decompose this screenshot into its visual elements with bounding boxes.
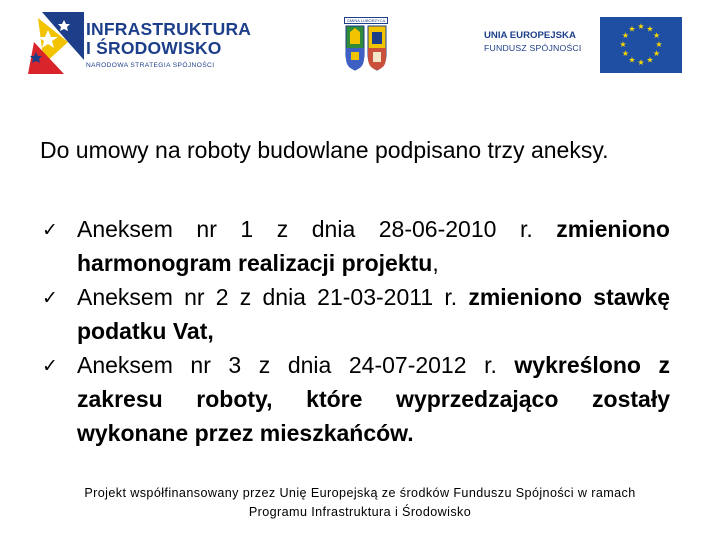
stars-arrow-icon [28, 12, 84, 74]
svg-text:★: ★ [621, 49, 629, 58]
svg-text:★: ★ [653, 31, 661, 40]
list-item [40, 212, 670, 280]
annex-change: wykreślono z zakresu roboty, które wyprzedzająco zostały wykonane przez mieszkańców. [77, 352, 671, 446]
footer-line-1: Projekt współfinansowany przez Unię Europejską ze środków Funduszu Spójności w ramach [84, 486, 636, 500]
footer-note [16, 484, 704, 522]
svg-text:★: ★ [619, 40, 627, 49]
annex-text: Aneksem nr 3 z dnia 24-07-2012 r. [77, 352, 515, 378]
svg-text:★: ★ [646, 24, 654, 34]
svg-text:★: ★ [628, 24, 636, 34]
svg-text:★: ★ [655, 40, 663, 49]
list-item [40, 348, 670, 450]
coat-of-arms-icon [344, 24, 388, 74]
checkmark-icon: ✓ [42, 219, 58, 241]
svg-text:★: ★ [637, 58, 645, 67]
municipality-label: GMINA LUBORZYCA [344, 17, 388, 24]
annex-list [40, 212, 670, 450]
annex-tail: , [432, 250, 439, 276]
eu-fund: FUNDUSZ SPÓJNOŚCI [484, 43, 582, 53]
eu-logo-text [484, 30, 594, 54]
svg-text:★: ★ [621, 31, 629, 40]
program-logo-title: INFRASTRUKTURA I ŚRODOWISKO [86, 19, 252, 58]
program-logo-subtitle: NARODOWA STRATEGIA SPÓJNOŚCI [86, 62, 215, 69]
eu-title: UNIA EUROPEJSKA [484, 30, 576, 41]
municipality-logo [344, 17, 388, 73]
eu-flag-icon [600, 17, 682, 78]
annex-change: zmieniono stawkę podatku Vat, [77, 284, 670, 344]
intro-paragraph: Do umowy na roboty budowlane podpisano trzy aneksy. [40, 137, 609, 163]
svg-text:★: ★ [628, 55, 636, 65]
checkmark-icon: ✓ [42, 287, 58, 309]
svg-text:★: ★ [637, 22, 645, 31]
svg-text:★: ★ [653, 49, 661, 58]
list-item [40, 280, 670, 348]
checkmark-icon: ✓ [42, 355, 58, 377]
footer-line-2: Programu Infrastruktura i Środowisko [248, 505, 472, 519]
annex-change: zmieniono harmonogram realizacji projektu [77, 216, 670, 276]
svg-text:★: ★ [646, 55, 654, 65]
annex-text: Aneksem nr 1 z dnia 28-06-2010 r. [77, 216, 557, 242]
infrastruktura-logo [28, 12, 252, 78]
annex-text: Aneksem nr 2 z dnia 21-03-2011 r. [77, 284, 469, 310]
